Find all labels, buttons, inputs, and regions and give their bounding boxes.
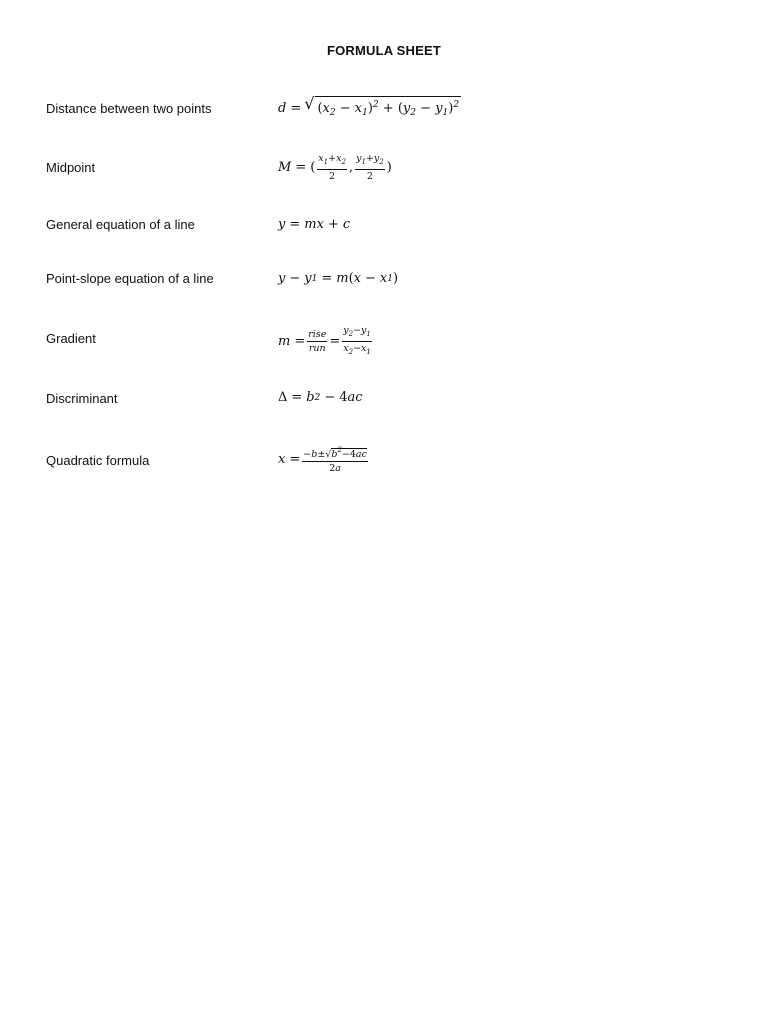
formula-label: Point-slope equation of a line	[46, 271, 214, 286]
discriminant-formula: Δ = b 2 − 4 ac	[278, 390, 363, 405]
page-title: FORMULA SHEET	[326, 43, 442, 58]
formula-label: Quadratic formula	[46, 453, 150, 468]
formula-label: General equation of a line	[46, 217, 195, 232]
formula-label: Discriminant	[46, 391, 118, 406]
formula-label: Distance between two points	[46, 101, 212, 116]
formula-row-point-slope	[0, 262, 768, 302]
gradient-formula: m = $\frac{\text{rise}}{\text{run}}$ = $\frac{y_2-y_1}{x_2-x_1}$	[278, 325, 371, 356]
formula-label: Midpoint	[46, 160, 96, 175]
formula-row-general-line	[0, 208, 768, 248]
formula-row-discriminant	[0, 381, 768, 421]
point-slope-formula: y − y 1 = m ( x − x 1 )	[278, 271, 399, 286]
general-line-formula: y = mx + c	[278, 217, 351, 232]
midpoint-formula: M = ( $\frac{x_1+x_2}{2}$ , $\frac{y_1+y_2}{2}$ )	[278, 153, 392, 182]
quadratic-formula: x = $\frac{-b\pm√b^2-4ac}{2a}$	[278, 446, 367, 474]
formula-row-midpoint	[0, 150, 768, 190]
formula-row-quadratic	[0, 442, 768, 482]
formula-row-distance	[0, 92, 768, 132]
distance-formula: d = √ $(x_2 - x_1)^2 + (y_2 - y_1)^2$	[278, 94, 460, 118]
formula-label: Gradient	[46, 331, 96, 346]
formula-row-gradient	[0, 320, 768, 360]
